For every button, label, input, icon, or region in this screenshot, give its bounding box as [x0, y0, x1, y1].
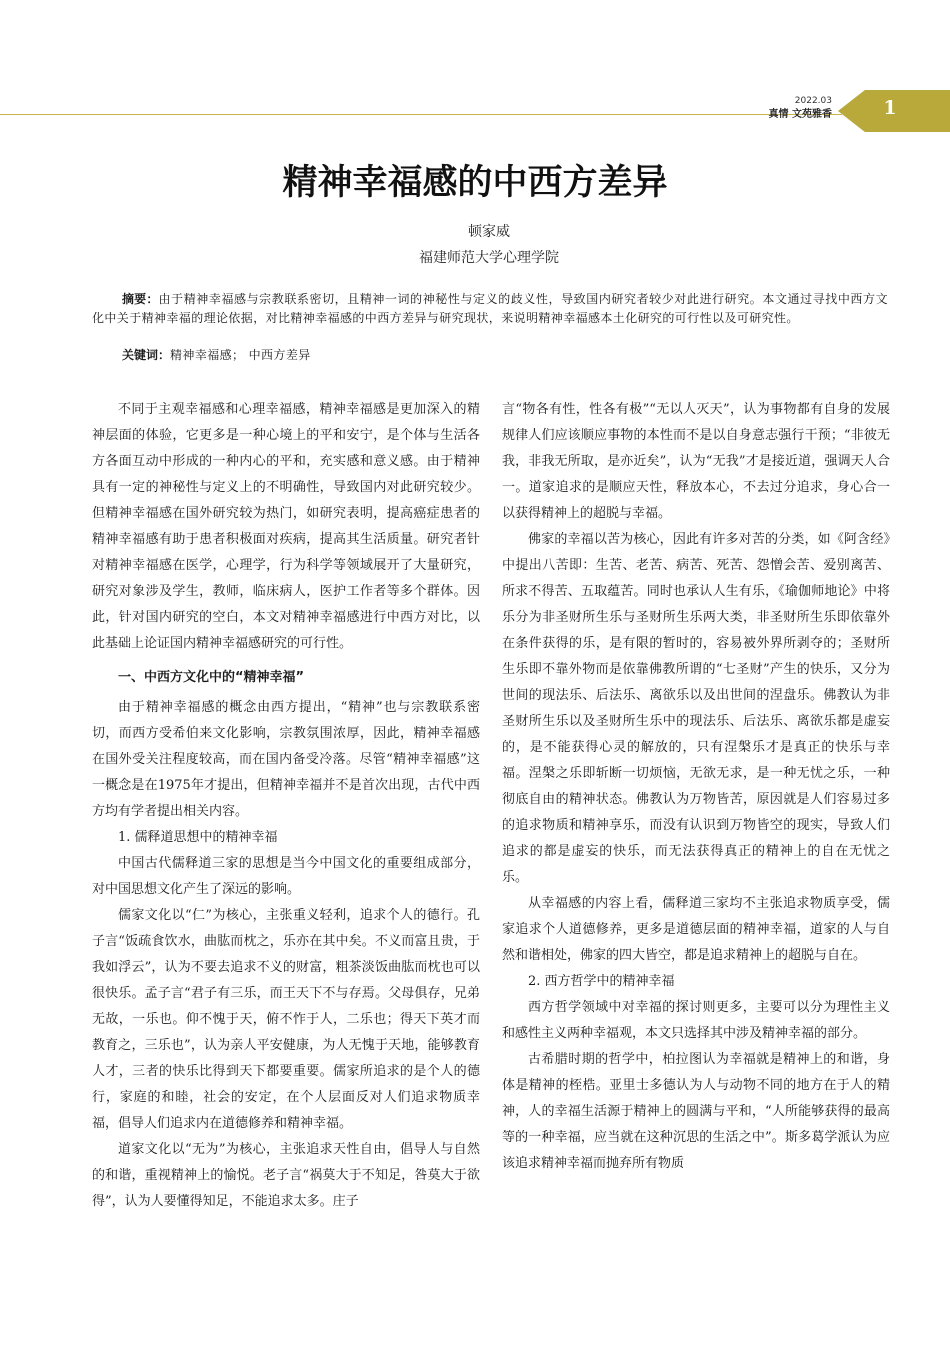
subsection-heading: 1. 儒释道思想中的精神幸福: [118, 830, 278, 845]
paragraph: 不同于主观幸福感和心理幸福感，精神幸福感是更加深入的精神层面的体验，它更多是一种心境上的平和安宁，是个体与生活各方各面互动中形成的一种内心的平和，充实感和意义感。由于精神具有一定的神秘性与定义上的不明确性，导致国内对此研究较少。但精神幸福感在国外研究较为热门，如研究表明，提高癌症患者的精神幸福感有助于患者积极面对疾病，提高其生活质量。研究者针对精神幸福感在医学，心理学，行为科学等领域展开了大量研究，研究对象涉及学生，教师，临床病人，医护工作者等多个群体。因此，针对国内研究的空白，本文对精神幸福感进行中西方对比，以此基础上论证国内精神幸福感研究的可行性。: [92, 402, 480, 651]
paragraph-continued: 言“物各有性，性各有极”“无以人灭天”，认为事物都有自身的发展规律人们应该顺应事物的本性而不是以自身意志强行干预；“非彼无我，非我无所取，是亦近矣”，认为“无我”才是接近道，强调天人合一。道家追求的是顺应天性，释放本心，不去过分追求，身心合一以获得精神上的超脱与幸福。: [502, 402, 890, 521]
author-name: 顿家威: [468, 224, 510, 240]
abstract-label: 摘要：: [122, 292, 159, 306]
paragraph: 古希腊时期的哲学中，柏拉图认为幸福就是精神上的和谐，身体是精神的桎梏。亚里士多德认为人与动物不同的地方在于人的精神，人的幸福生活源于精神上的圆满与平和，“人所能够获得的最高等的一种幸福，应当就在这种沉思的生活之中”。斯多葛学派认为应该追求精神幸福而抛弃所有物质: [502, 1052, 890, 1171]
paragraph: 由于精神幸福感的概念由西方提出，“精神”也与宗教联系密切，而西方受希伯来文化影响，宗教氛围浓厚，因此，精神幸福感在国外受关注程度较高，而在国内备受冷落。尽管“精神幸福感”这一概念是在1975年才提出，但精神幸福并不是首次出现，古代中西方均有学者提出相关内容。: [92, 700, 480, 819]
keywords-text: 精神幸福感； 中西方差异: [170, 348, 311, 362]
paragraph: 西方哲学领域中对幸福的探讨则更多，主要可以分为理性主义和感性主义两种幸福观，本文只选择其中涉及精神幸福的部分。: [502, 1000, 890, 1041]
header-meta: [769, 95, 832, 121]
subsection-heading: 2. 西方哲学中的精神幸福: [528, 974, 675, 989]
journal-name: 真情 文苑雅香: [768, 109, 832, 120]
paragraph: 中国古代儒释道三家的思想是当今中国文化的重要组成部分，对中国思想文化产生了深远的影响。: [92, 856, 480, 897]
section-heading: 一、中西方文化中的“精神幸福”: [118, 670, 305, 685]
article-title: 精神幸福感的中西方差异: [282, 163, 668, 203]
keywords: [122, 346, 882, 365]
page-number: 1: [883, 97, 897, 119]
paragraph: 道家文化以“无为”为核心，主张追求天性自由，倡导人与自然的和谐，重视精神上的愉悦。老子言“祸莫大于不知足，咎莫大于欲得”，认为人要懂得知足，不能追求太多。庄子: [92, 1142, 480, 1209]
abstract-text: 由于精神幸福感与宗教联系密切，且精神一词的神秘性与定义的歧义性，导致国内研究者较少对此进行研究。本文通过寻找中西方文化中关于精神幸福的理论依据，对比精神幸福感的中西方差异与研究现状，来说明精神幸福感本土化研究的可行性以及可研究性。: [92, 292, 888, 325]
author-affiliation: 福建师范大学心理学院: [419, 250, 559, 266]
body-column-left: [92, 397, 480, 1215]
issue-date: 2022.03: [794, 96, 832, 106]
paragraph: 儒家文化以“仁”为核心，主张重义轻利，追求个人的德行。孔子言“饭疏食饮水，曲肱而枕之，乐亦在其中矣。不义而富且贵，于我如浮云”，认为不要去追求不义的财富，粗茶淡饭曲肱而枕也可以很快乐。孟子言“君子有三乐，而王天下不与存焉。父母俱存，兄弟无故，一乐也。仰不愧于天，俯不怍于人，二乐也；得天下英才而教育之，三乐也”，认为亲人平安健康，为人无愧于天地，能够教育人才，三者的快乐比得到天下都要重要。儒家所追求的是个人的德行，家庭的和睦，社会的安定，在个人层面反对人们追求物质幸福，倡导人们追求内在道德修养和精神幸福。: [92, 908, 480, 1131]
header-rule: [0, 114, 842, 115]
abstract: [92, 290, 888, 328]
keywords-label: 关键词：: [122, 348, 171, 362]
paragraph: 佛家的幸福以苦为核心，因此有许多对苦的分类，如《阿含经》中提出八苦即：生苦、老苦、病苦、死苦、怨憎会苦、爱别离苦、所求不得苦、五取蕴苦。同时也承认人生有乐，《瑜伽师地论》中将乐分为非圣财所生乐与圣财所生乐两大类，非圣财所生乐即依靠外在条件获得的乐，是有限的暂时的，容易被外界所剥夺的；圣财所生乐即不靠外物而是依靠佛教所谓的“七圣财”产生的快乐，又分为世间的现法乐、后法乐、离欲乐以及出世间的涅盘乐。佛教认为非圣财所生乐以及圣财所生乐中的现法乐、后法乐、离欲乐都是虚妄的，是不能获得心灵的解放的，只有涅槃乐才是真正的快乐与幸福。涅槃之乐即斩断一切烦恼，无欲无求，是一种无忧之乐，一种彻底自由的精神状态。佛教认为万物皆苦，原因就是人们容易过多的追求物质和精神享乐，而没有认识到万物皆空的现实，导致人们追求的都是虚妄的快乐，而无法获得真正的精神上的自在无忧之乐。: [502, 532, 890, 885]
paragraph: 从幸福感的内容上看，儒释道三家均不主张追求物质享受，儒家追求个人道德修养，更多是道德层面的精神幸福，道家的人与自然和谐相处，佛家的四大皆空，都是追求精神上的超脱与自在。: [502, 896, 890, 963]
body-column-right: [502, 397, 890, 1177]
